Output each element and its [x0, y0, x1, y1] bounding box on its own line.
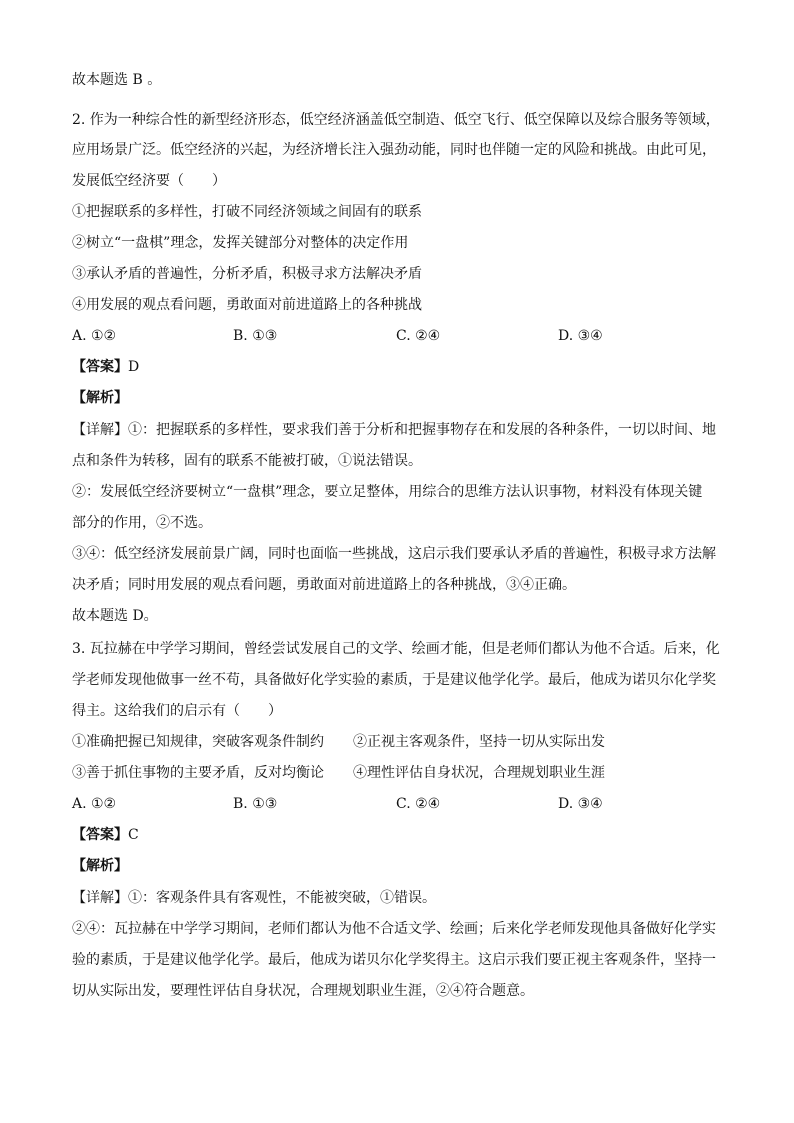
q1-conclusion: 故本题选 B 。 [72, 72, 162, 88]
q3-statement-2: ②正视主客观条件，坚持一切从实际出发 [353, 734, 605, 750]
q3-answer-value: C [128, 827, 139, 843]
q2-stem-line-2: 应用场景广泛。低空经济的兴起，为经济增长注入强劲动能，同时也伴随一定的风险和挑战。由此可见， [72, 142, 716, 158]
q2-option-b: B. ①③ [233, 328, 278, 344]
q2-option-d: D. ③④ [558, 328, 603, 344]
q2-stem-line-3: 发展低空经济要（ ） [72, 173, 226, 189]
q3-statement-4: ④理性评估自身状况，合理规划职业生涯 [353, 765, 605, 781]
q3-detail-line-1: 【详解】①：客观条件具有客观性，不能被突破，①错误。 [72, 890, 436, 906]
q2-option-a: A. ①② [72, 328, 117, 344]
q3-detail-line-2: ②④：瓦拉赫在中学学习期间，老师们都认为他不合适文学、绘画；后来化学老师发现他具备做好化学实 [72, 921, 716, 937]
q3-statement-3: ③善于抓住事物的主要矛盾，反对均衡论 [72, 765, 324, 781]
q2-detail-line-3: ②：发展低空经济要树立“一盘棋”理念，要立足整体，用综合的思维方法认识事物，材料没有体现关键 [72, 484, 703, 500]
q2-answer-label: 【答案】 [72, 359, 128, 375]
q3-detail-line-3: 验的素质，于是建议他学化学。最后，他成为诺贝尔化学奖得主。这启示我们要正视主客观条件，坚持一 [72, 952, 716, 968]
q3-analysis-label: 【解析】 [72, 858, 128, 874]
q3-stem-line-2: 学老师发现他做事一丝不苟，具备做好化学实验的素质，于是建议他学化学。最后，他成为诺贝尔化学奖 [72, 672, 716, 688]
q2-detail-line-5: ③④：低空经济发展前景广阔，同时也面临一些挑战，这启示我们要承认矛盾的普遍性，积极寻求方法解 [72, 546, 716, 562]
q3-statement-1: ①准确把握已知规律，突破客观条件制约 [72, 734, 324, 750]
q2-statement-3: ③承认矛盾的普遍性，分析矛盾，积极寻求方法解决矛盾 [72, 266, 422, 282]
q2-detail-line-6: 决矛盾；同时用发展的观点看问题，勇敢面对前进道路上的各种挑战，③④正确。 [72, 577, 576, 593]
q3-answer-label: 【答案】 [72, 827, 128, 843]
q2-detail-line-1: 【详解】①：把握联系的多样性，要求我们善于分析和把握事物存在和发展的各种条件，一切以时间、地 [72, 422, 716, 438]
q3-detail-line-4: 切从实际出发，要理性评估自身状况，合理规划职业生涯，②④符合题意。 [72, 983, 534, 999]
q2-detail-line-4: 部分的作用，②不选。 [72, 515, 212, 531]
q2-answer [72, 357, 728, 377]
q2-statement-2: ②树立“一盘棋”理念，发挥关键部分对整体的决定作用 [72, 235, 409, 251]
q2-stem-line-1: 2. 作为一种综合性的新型经济形态，低空经济涵盖低空制造、低空飞行、低空保障以及综合服务等领域， [72, 112, 720, 128]
q3-stem-line-1: 3. 瓦拉赫在中学学习期间，曾经尝试发展自己的文学、绘画才能，但是老师们都认为他不合适。后来，化 [72, 641, 720, 657]
q2-detail-line-2: 点和条件为转移，固有的联系不能被打破，①说法错误。 [72, 453, 422, 469]
q3-option-c: C. ②④ [396, 796, 441, 812]
q2-answer-value: D [128, 359, 140, 375]
q3-stem-line-3: 得主。这给我们的启示有（ ） [72, 703, 282, 719]
q2-statement-1: ①把握联系的多样性，打破不同经济领域之间固有的联系 [72, 204, 422, 220]
q2-analysis-label: 【解析】 [72, 390, 128, 406]
q2-option-c: C. ②④ [396, 328, 441, 344]
q2-statement-4: ④用发展的观点看问题，勇敢面对前进道路上的各种挑战 [72, 297, 422, 313]
q3-option-d: D. ③④ [558, 796, 603, 812]
q3-option-a: A. ①② [72, 796, 117, 812]
q2-conclusion: 故本题选 D。 [72, 608, 158, 624]
q3-option-b: B. ①③ [233, 796, 278, 812]
q3-answer [72, 825, 728, 845]
